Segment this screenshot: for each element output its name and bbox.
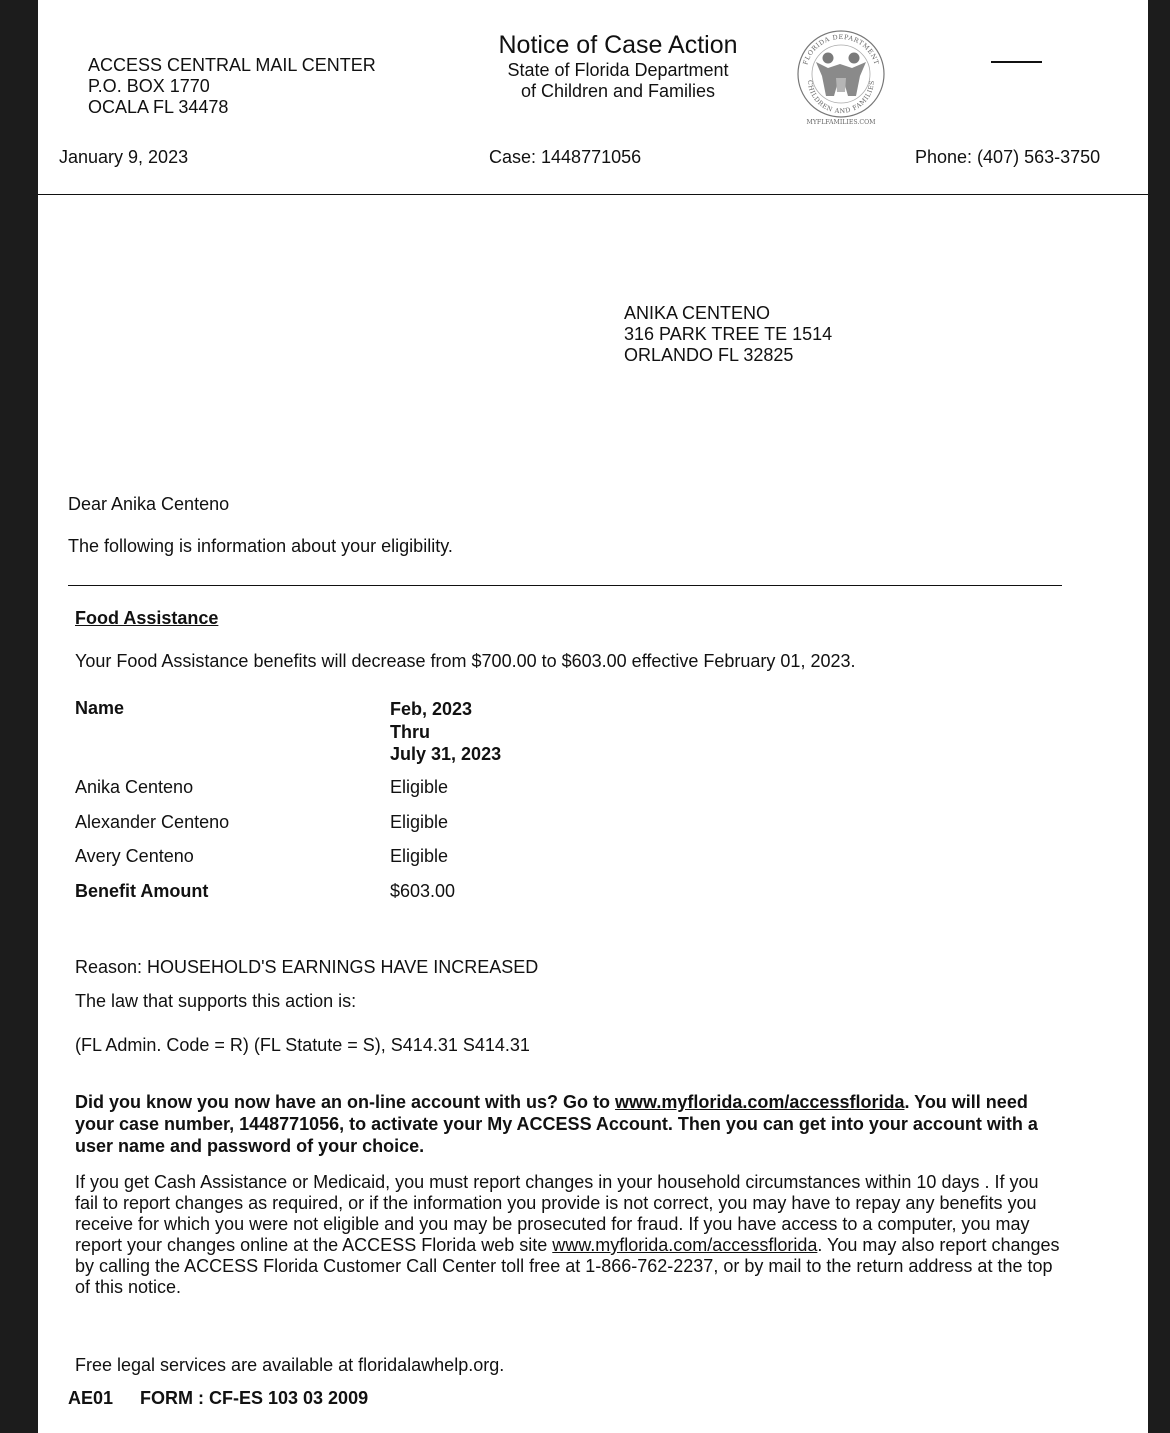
benefit-amount-value: $603.00 [390,881,456,901]
law-intro: The law that supports this action is: [75,991,357,1011]
seal-emblem-icon [794,28,888,128]
sender-line-3: OCALA FL 34478 [88,97,229,117]
svg-text:CHILDREN AND FAMILIES: CHILDREN AND FAMILIES [805,79,877,116]
section-divider [68,585,1062,586]
corner-dash [991,61,1042,63]
title-block [478,30,758,102]
law-codes: (FL Admin. Code = R) (FL Statute = S), S414.31 S414.31 [75,1035,530,1055]
member-status: Eligible [390,846,449,866]
period-end: July 31, 2023 [390,744,502,764]
agency-line-2: of Children and Families [520,81,716,101]
period-start: Feb, 2023 [390,699,473,719]
phone-number: Phone: (407) 563-3750 [915,147,1101,167]
sender-line-2: P.O. BOX 1770 [88,76,210,96]
sender-line-1: ACCESS CENTRAL MAIL CENTER [88,55,376,75]
agency-line-1: State of Florida Department [507,60,729,80]
dcf-seal-logo [794,28,888,128]
svg-text:FLORIDA DEPARTMENT: FLORIDA DEPARTMENT [801,32,881,66]
report-changes-notice [75,1172,1060,1298]
page-title: Notice of Case Action [498,31,738,59]
report-text-2: . You may also report changes by calling the ACCESS Florida Customer Call Center toll free at 1-866-762-2237, or by mail to the return address at the top of this notice. [75,1235,1060,1297]
member-name: Anika Centeno [75,777,194,797]
sender-address [88,55,376,118]
intro-text: The following is information about your eligibility. [68,536,453,556]
benefit-summary: Your Food Assistance benefits will decrease from $700.00 to $603.00 effective February 01, 2023. [75,651,856,671]
report-text-1: If you get Cash Assistance or Medicaid, you must report changes in your household circumstances within 10 days . If you fail to report changes as required, or if the information you provide is not correct, you may have to repay any benefits you receive for which you were not eligible and you may be prosecuted for fraud. If you have access to a computer, you may report your changes online at the ACCESS Florida web site [75,1172,1039,1255]
benefit-amount-label: Benefit Amount [75,881,209,901]
case-number: Case: 1448771056 [489,147,642,167]
online-account-notice [75,1091,1060,1157]
recipient-address [624,303,832,366]
period-thru: Thru [390,721,430,742]
member-status: Eligible [390,812,449,832]
reason-text: Reason: HOUSEHOLD'S EARNINGS HAVE INCREASED [75,957,539,977]
online-text-1: Did you know you now have an on-line account with us? Go to [75,1092,616,1112]
notice-page [38,0,1148,1433]
notice-date: January 9, 2023 [59,147,189,167]
form-number: FORM : CF-ES 103 03 2009 [140,1388,369,1408]
name-column-header: Name [75,698,125,718]
access-florida-link-2[interactable]: www.myflorida.com/accessflorida [552,1235,818,1255]
recipient-line-3: ORLANDO FL 32825 [624,345,794,365]
access-florida-link[interactable]: www.myflorida.com/accessflorida [615,1092,905,1112]
svg-text:MYFLFAMILIES.COM: MYFLFAMILIES.COM [806,119,876,126]
header-divider [38,194,1148,195]
member-status: Eligible [390,777,449,797]
member-name: Avery Centeno [75,846,194,866]
member-name: Alexander Centeno [75,812,230,832]
recipient-line-1: ANIKA CENTENO [624,303,771,323]
recipient-line-2: 316 PARK TREE TE 1514 [624,324,833,344]
greeting: Dear Anika Centeno [68,494,230,514]
form-code: AE01 [68,1388,114,1408]
food-assistance-heading: Food Assistance [75,608,219,628]
period-column-header [390,698,501,766]
legal-services-text: Free legal services are available at floridalawhelp.org. [75,1355,505,1375]
online-text-2: . You will need your case number, 1448771056, to activate your My ACCESS Account. Then you can get into your account with a user name and password of your choice. [75,1092,1038,1156]
